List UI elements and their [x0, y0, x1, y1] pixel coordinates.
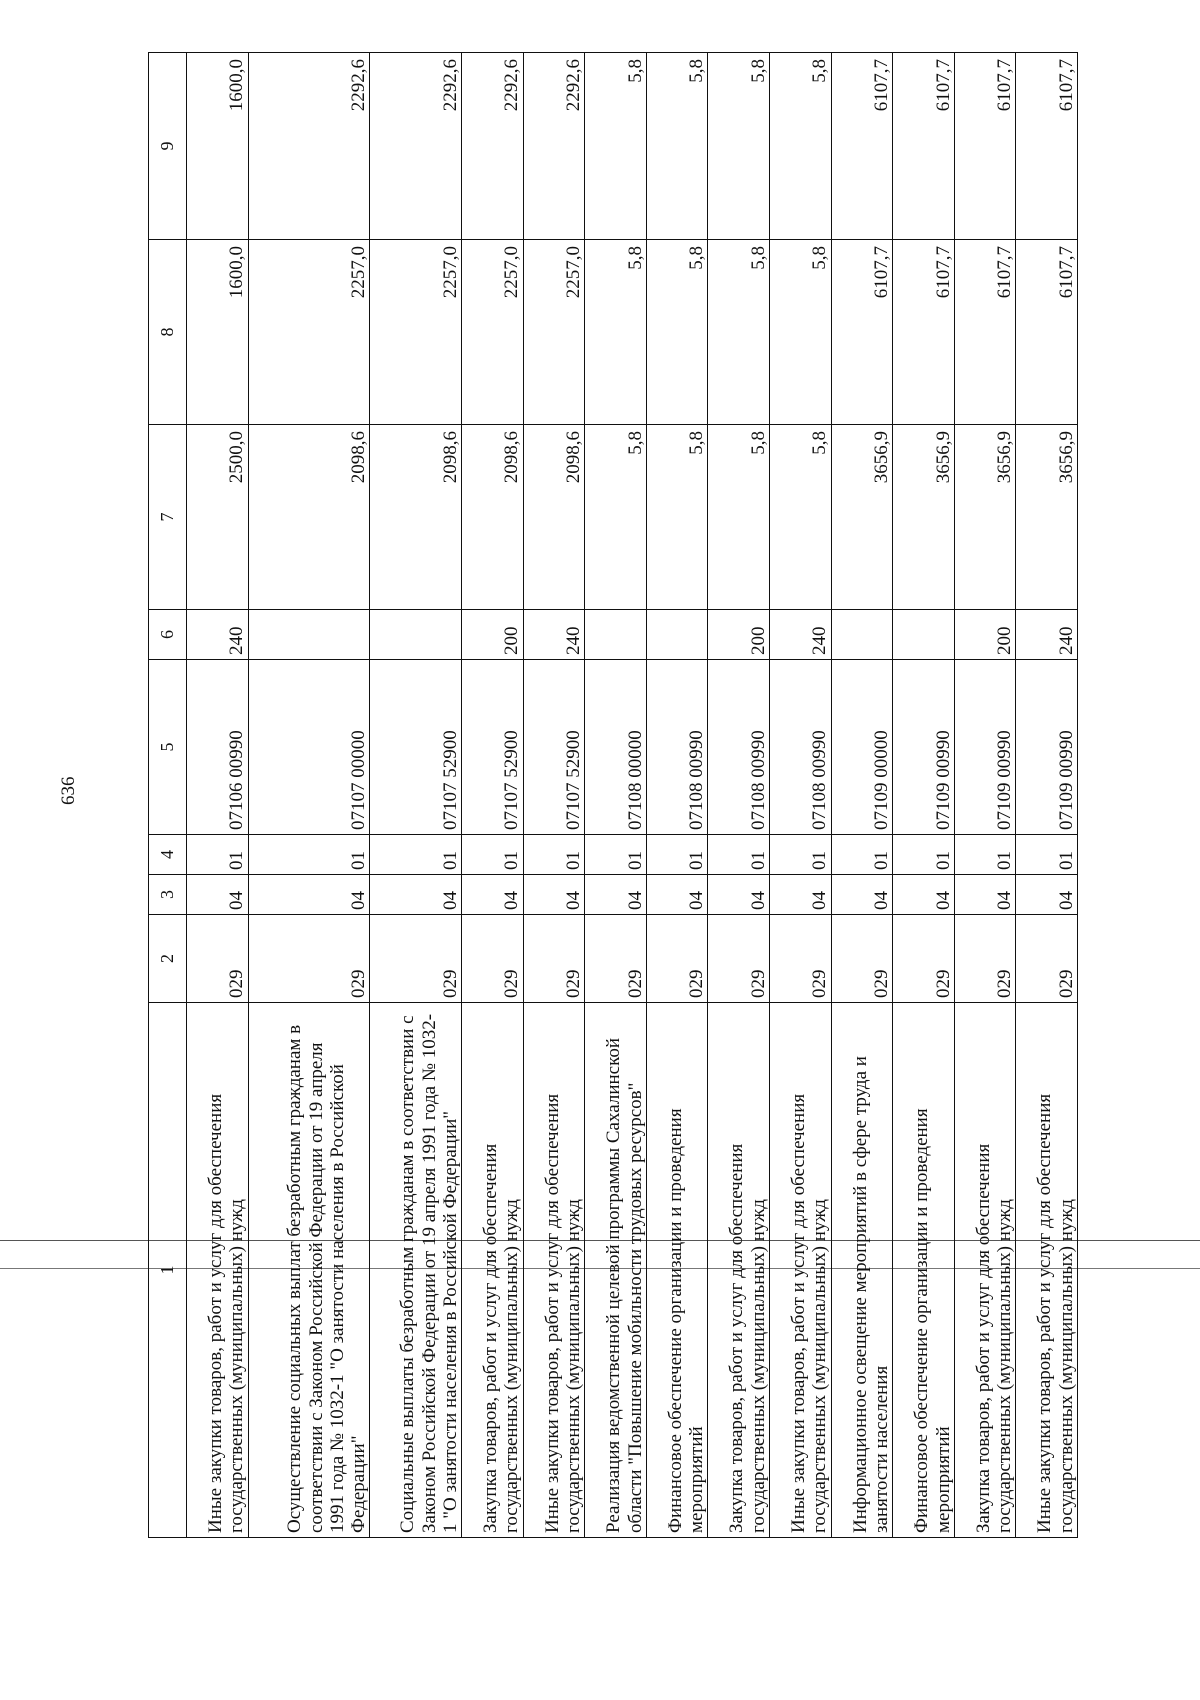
cell-subsection-code: 01 — [248, 835, 370, 875]
cell-grbs-code: 029 — [708, 915, 770, 1003]
cell-grbs-code: 029 — [1016, 915, 1078, 1003]
cell-amount-col8: 2257,0 — [462, 240, 524, 425]
cell-section-code: 04 — [585, 875, 647, 915]
table-row — [954, 53, 1016, 1538]
cell-subsection-code: 01 — [708, 835, 770, 875]
cell-subsection-code: 01 — [187, 835, 249, 875]
cell-amount-col9: 6107,7 — [1016, 53, 1078, 240]
cell-expense-type-code — [893, 610, 955, 660]
rotated-table-container — [148, 53, 1078, 1538]
cell-amount-col8: 5,8 — [708, 240, 770, 425]
cell-section-code: 04 — [370, 875, 462, 915]
page-number: 636 — [58, 776, 79, 805]
cell-amount-col7: 5,8 — [585, 425, 647, 610]
column-header-8: 8 — [149, 240, 187, 425]
table-body — [187, 53, 1078, 1538]
cell-grbs-code: 029 — [585, 915, 647, 1003]
cell-amount-col9: 6107,7 — [893, 53, 955, 240]
cell-target-item-code: 07108 00990 — [708, 660, 770, 835]
budget-table — [148, 52, 1078, 1538]
row-description: Закупка товаров, работ и услуг для обеспечения государственных (муниципальных) нужд — [462, 1003, 524, 1538]
cell-expense-type-code: 200 — [462, 610, 524, 660]
table-row — [893, 53, 955, 1538]
table-row — [646, 53, 708, 1538]
cell-amount-col7: 3656,9 — [1016, 425, 1078, 610]
cell-subsection-code: 01 — [831, 835, 893, 875]
row-description: Социальные выплаты безработным гражданам в соответствии с Законом Российской Федерации от 19 апреля 1991 года № 1032-1 "О занятости населения в Российской Федерации" — [370, 1003, 462, 1538]
cell-target-item-code: 07108 00990 — [770, 660, 832, 835]
row-description: Иные закупки товаров, работ и услуг для обеспечения государственных (муниципальных) нужд — [770, 1003, 832, 1538]
cell-amount-col9: 2292,6 — [462, 53, 524, 240]
cell-grbs-code: 029 — [893, 915, 955, 1003]
cell-section-code: 04 — [1016, 875, 1078, 915]
table-row — [370, 53, 462, 1538]
cell-amount-col8: 6107,7 — [893, 240, 955, 425]
cell-section-code: 04 — [893, 875, 955, 915]
column-header-9: 9 — [149, 53, 187, 240]
table-row — [831, 53, 893, 1538]
cell-subsection-code: 01 — [585, 835, 647, 875]
cell-grbs-code: 029 — [248, 915, 370, 1003]
cell-grbs-code: 029 — [831, 915, 893, 1003]
row-description: Информационное освещение мероприятий в сфере труда и занятости населения — [831, 1003, 893, 1538]
cell-section-code: 04 — [462, 875, 524, 915]
cell-section-code: 04 — [187, 875, 249, 915]
cell-grbs-code: 029 — [187, 915, 249, 1003]
table-row — [770, 53, 832, 1538]
cell-amount-col9: 2292,6 — [370, 53, 462, 240]
cell-expense-type-code: 240 — [187, 610, 249, 660]
row-description: Иные закупки товаров, работ и услуг для обеспечения государственных (муниципальных) нужд — [1016, 1003, 1078, 1538]
cell-expense-type-code — [646, 610, 708, 660]
column-header-3: 3 — [149, 875, 187, 915]
cell-subsection-code: 01 — [1016, 835, 1078, 875]
cell-amount-col8: 6107,7 — [831, 240, 893, 425]
cell-amount-col9: 6107,7 — [831, 53, 893, 240]
cell-amount-col8: 5,8 — [770, 240, 832, 425]
cell-target-item-code: 07107 00000 — [248, 660, 370, 835]
cell-expense-type-code — [831, 610, 893, 660]
cell-amount-col7: 3656,9 — [893, 425, 955, 610]
cell-amount-col7: 2098,6 — [462, 425, 524, 610]
cell-expense-type-code: 240 — [770, 610, 832, 660]
cell-target-item-code: 07109 00000 — [831, 660, 893, 835]
cell-grbs-code: 029 — [462, 915, 524, 1003]
cell-amount-col7: 5,8 — [646, 425, 708, 610]
column-header-5: 5 — [149, 660, 187, 835]
cell-expense-type-code: 240 — [523, 610, 585, 660]
column-header-6: 6 — [149, 610, 187, 660]
cell-subsection-code: 01 — [370, 835, 462, 875]
cell-amount-col8: 1600,0 — [187, 240, 249, 425]
cell-subsection-code: 01 — [893, 835, 955, 875]
cell-target-item-code: 07107 52900 — [462, 660, 524, 835]
cell-amount-col9: 5,8 — [770, 53, 832, 240]
cell-expense-type-code: 200 — [708, 610, 770, 660]
row-description: Закупка товаров, работ и услуг для обеспечения государственных (муниципальных) нужд — [954, 1003, 1016, 1538]
cell-section-code: 04 — [646, 875, 708, 915]
header-row — [149, 53, 187, 1538]
table-row — [1016, 53, 1078, 1538]
cell-grbs-code: 029 — [646, 915, 708, 1003]
cell-section-code: 04 — [831, 875, 893, 915]
cell-expense-type-code: 200 — [954, 610, 1016, 660]
cell-subsection-code: 01 — [462, 835, 524, 875]
cell-amount-col7: 2098,6 — [248, 425, 370, 610]
cell-grbs-code: 029 — [770, 915, 832, 1003]
cell-section-code: 04 — [708, 875, 770, 915]
cell-target-item-code: 07107 52900 — [523, 660, 585, 835]
column-header-7: 7 — [149, 425, 187, 610]
cell-amount-col8: 2257,0 — [248, 240, 370, 425]
table-row — [708, 53, 770, 1538]
row-description: Иные закупки товаров, работ и услуг для обеспечения государственных (муниципальных) нужд — [187, 1003, 249, 1538]
cell-amount-col7: 3656,9 — [831, 425, 893, 610]
column-header-1: 1 — [149, 1003, 187, 1538]
row-description: Реализация ведомственной целевой программы Сахалинской области "Повышение мобильности трудовых ресурсов" — [585, 1003, 647, 1538]
cell-amount-col9: 6107,7 — [954, 53, 1016, 240]
cell-section-code: 04 — [248, 875, 370, 915]
cell-amount-col8: 5,8 — [646, 240, 708, 425]
cell-target-item-code: 07109 00990 — [1016, 660, 1078, 835]
row-description: Иные закупки товаров, работ и услуг для обеспечения государственных (муниципальных) нужд — [523, 1003, 585, 1538]
cell-amount-col8: 5,8 — [585, 240, 647, 425]
table-row — [585, 53, 647, 1538]
cell-amount-col8: 2257,0 — [370, 240, 462, 425]
cell-grbs-code: 029 — [954, 915, 1016, 1003]
cell-amount-col9: 2292,6 — [248, 53, 370, 240]
row-description: Финансовое обеспечение организации и проведения мероприятий — [646, 1003, 708, 1538]
cell-amount-col9: 1600,0 — [187, 53, 249, 240]
cell-amount-col7: 3656,9 — [954, 425, 1016, 610]
cell-amount-col9: 5,8 — [585, 53, 647, 240]
row-description: Осуществление социальных выплат безработным гражданам в соответствии с Законом Российской Федерации от 19 апреля 1991 года № 1032-1 "О занятости населения в Российской Федерации" — [248, 1003, 370, 1538]
cell-amount-col9: 2292,6 — [523, 53, 585, 240]
cell-target-item-code: 07108 00990 — [646, 660, 708, 835]
cell-amount-col7: 5,8 — [708, 425, 770, 610]
cell-target-item-code: 07109 00990 — [893, 660, 955, 835]
cell-grbs-code: 029 — [523, 915, 585, 1003]
cell-target-item-code: 07107 52900 — [370, 660, 462, 835]
cell-section-code: 04 — [523, 875, 585, 915]
cell-subsection-code: 01 — [646, 835, 708, 875]
cell-expense-type-code: 240 — [1016, 610, 1078, 660]
table-row — [462, 53, 524, 1538]
cell-grbs-code: 029 — [370, 915, 462, 1003]
table-row — [523, 53, 585, 1538]
cell-amount-col9: 5,8 — [646, 53, 708, 240]
cell-subsection-code: 01 — [523, 835, 585, 875]
cell-amount-col7: 5,8 — [770, 425, 832, 610]
cell-amount-col8: 6107,7 — [1016, 240, 1078, 425]
cell-expense-type-code — [370, 610, 462, 660]
table-row — [248, 53, 370, 1538]
cell-section-code: 04 — [770, 875, 832, 915]
column-header-2: 2 — [149, 915, 187, 1003]
cell-subsection-code: 01 — [770, 835, 832, 875]
cell-section-code: 04 — [954, 875, 1016, 915]
cell-amount-col8: 2257,0 — [523, 240, 585, 425]
cell-expense-type-code — [248, 610, 370, 660]
cell-expense-type-code — [585, 610, 647, 660]
cell-amount-col8: 6107,7 — [954, 240, 1016, 425]
cell-subsection-code: 01 — [954, 835, 1016, 875]
cell-amount-col9: 5,8 — [708, 53, 770, 240]
row-description: Финансовое обеспечение организации и проведения мероприятий — [893, 1003, 955, 1538]
column-header-4: 4 — [149, 835, 187, 875]
cell-amount-col7: 2098,6 — [523, 425, 585, 610]
row-description: Закупка товаров, работ и услуг для обеспечения государственных (муниципальных) нужд — [708, 1003, 770, 1538]
cell-amount-col7: 2098,6 — [370, 425, 462, 610]
table-row — [187, 53, 249, 1538]
cell-target-item-code: 07109 00990 — [954, 660, 1016, 835]
cell-target-item-code: 07108 00000 — [585, 660, 647, 835]
cell-amount-col7: 2500,0 — [187, 425, 249, 610]
cell-target-item-code: 07106 00990 — [187, 660, 249, 835]
